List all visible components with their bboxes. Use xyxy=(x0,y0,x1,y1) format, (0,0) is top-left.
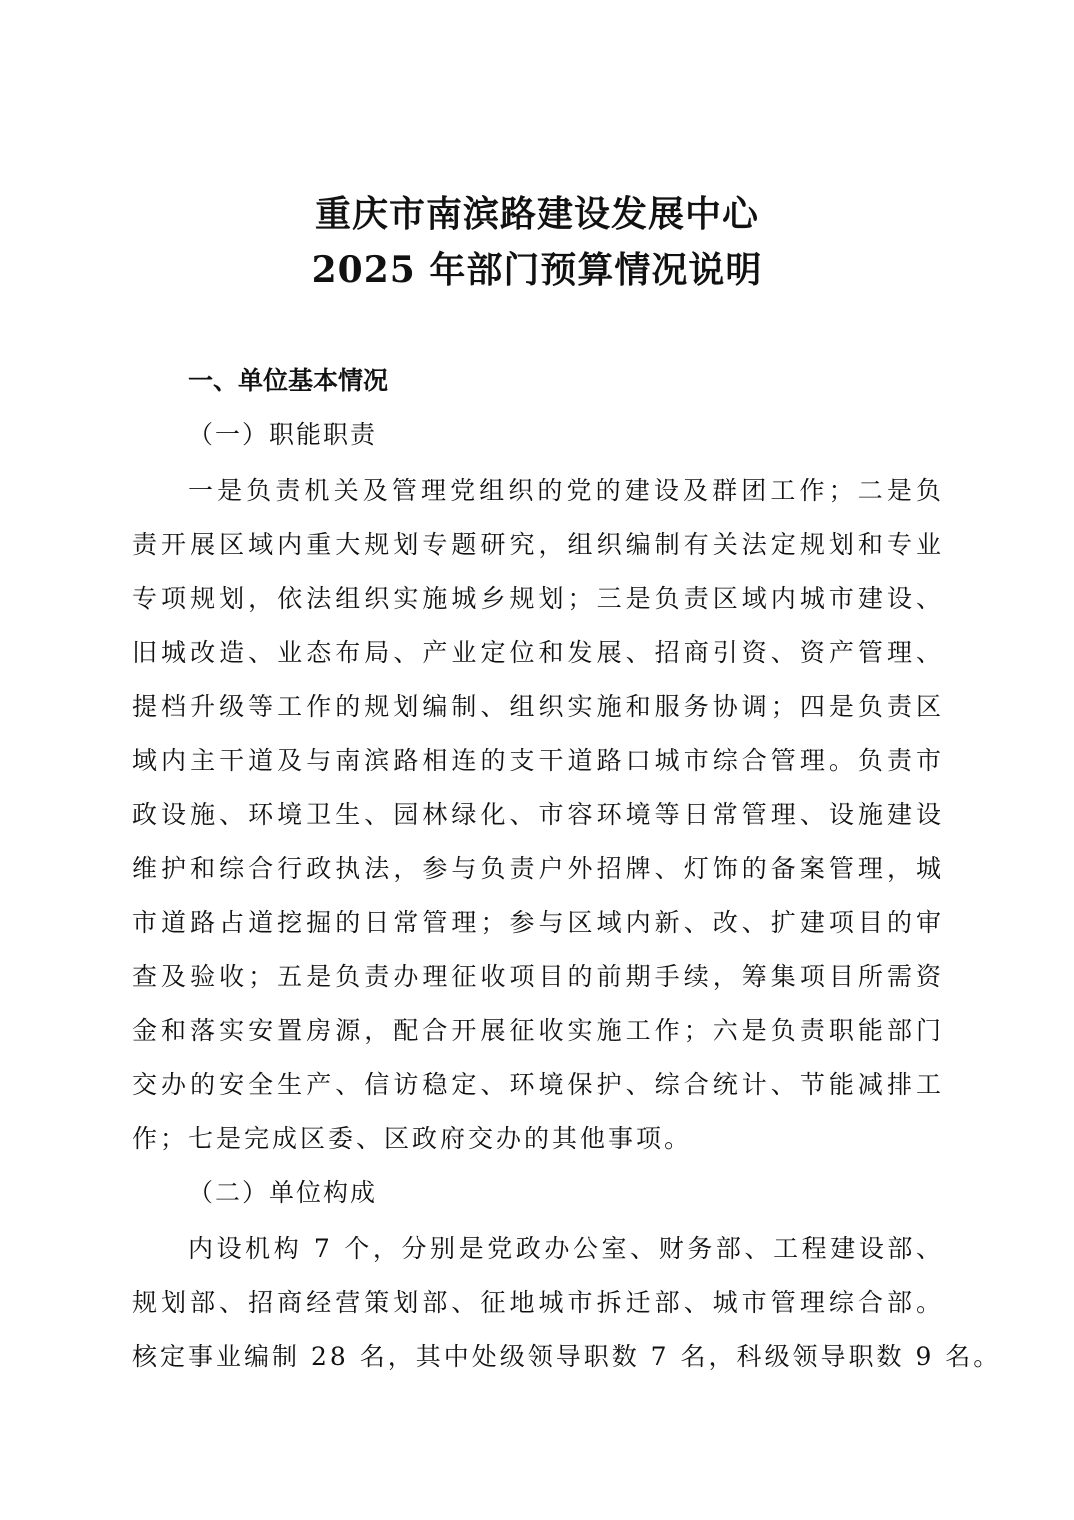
paragraph-line: 交办的安全生产、信访稳定、环境保护、综合统计、节能减排工 xyxy=(132,1070,944,1099)
section-heading: 一、单位基本情况 xyxy=(188,366,389,395)
paragraph-line: 核定事业编制 28 名，其中处级领导职数 7 名，科级领导职数 9 名。 xyxy=(132,1342,1002,1371)
paragraph-line: 查及验收；五是负责办理征收项目的前期手续，筹集项目所需资 xyxy=(132,962,944,991)
paragraph-line: 域内主干道及与南滨路相连的支干道路口城市综合管理。负责市 xyxy=(132,746,944,775)
paragraph-line: 内设机构 7 个，分别是党政办公室、财务部、工程建设部、 xyxy=(188,1234,944,1263)
paragraph-line: 责开展区域内重大规划专题研究，组织编制有关法定规划和专业 xyxy=(132,530,944,559)
paragraph-line: 一是负责机关及管理党组织的党的建设及群团工作；二是负 xyxy=(188,476,944,505)
duties-paragraph xyxy=(132,464,944,1166)
structure-paragraph xyxy=(132,1222,1002,1384)
subsection-heading-structure: （二）单位构成 xyxy=(188,1178,378,1207)
paragraph-line: 维护和综合行政执法，参与负责户外招牌、灯饰的备案管理，城 xyxy=(132,854,944,883)
document-title-line1: 重庆市南滨路建设发展中心 xyxy=(314,193,759,235)
paragraph-line: 作；七是完成区委、区政府交办的其他事项。 xyxy=(132,1124,693,1153)
paragraph-line: 旧城改造、业态布局、产业定位和发展、招商引资、资产管理、 xyxy=(132,638,944,667)
document-title-line2: 2025 年部门预算情况说明 xyxy=(311,249,763,291)
paragraph-line: 提档升级等工作的规划编制、组织实施和服务协调；四是负责区 xyxy=(132,692,944,721)
paragraph-line: 市道路占道挖掘的日常管理；参与区域内新、改、扩建项目的审 xyxy=(132,908,944,937)
paragraph-line: 政设施、环境卫生、园林绿化、市容环境等日常管理、设施建设 xyxy=(132,800,944,829)
paragraph-line: 规划部、招商经营策划部、征地城市拆迁部、城市管理综合部。 xyxy=(132,1288,944,1317)
paragraph-line: 金和落实安置房源，配合开展征收实施工作；六是负责职能部门 xyxy=(132,1016,944,1045)
subsection-heading-duties: （一）职能职责 xyxy=(188,420,378,449)
paragraph-line: 专项规划，依法组织实施城乡规划；三是负责区域内城市建设、 xyxy=(132,584,944,613)
